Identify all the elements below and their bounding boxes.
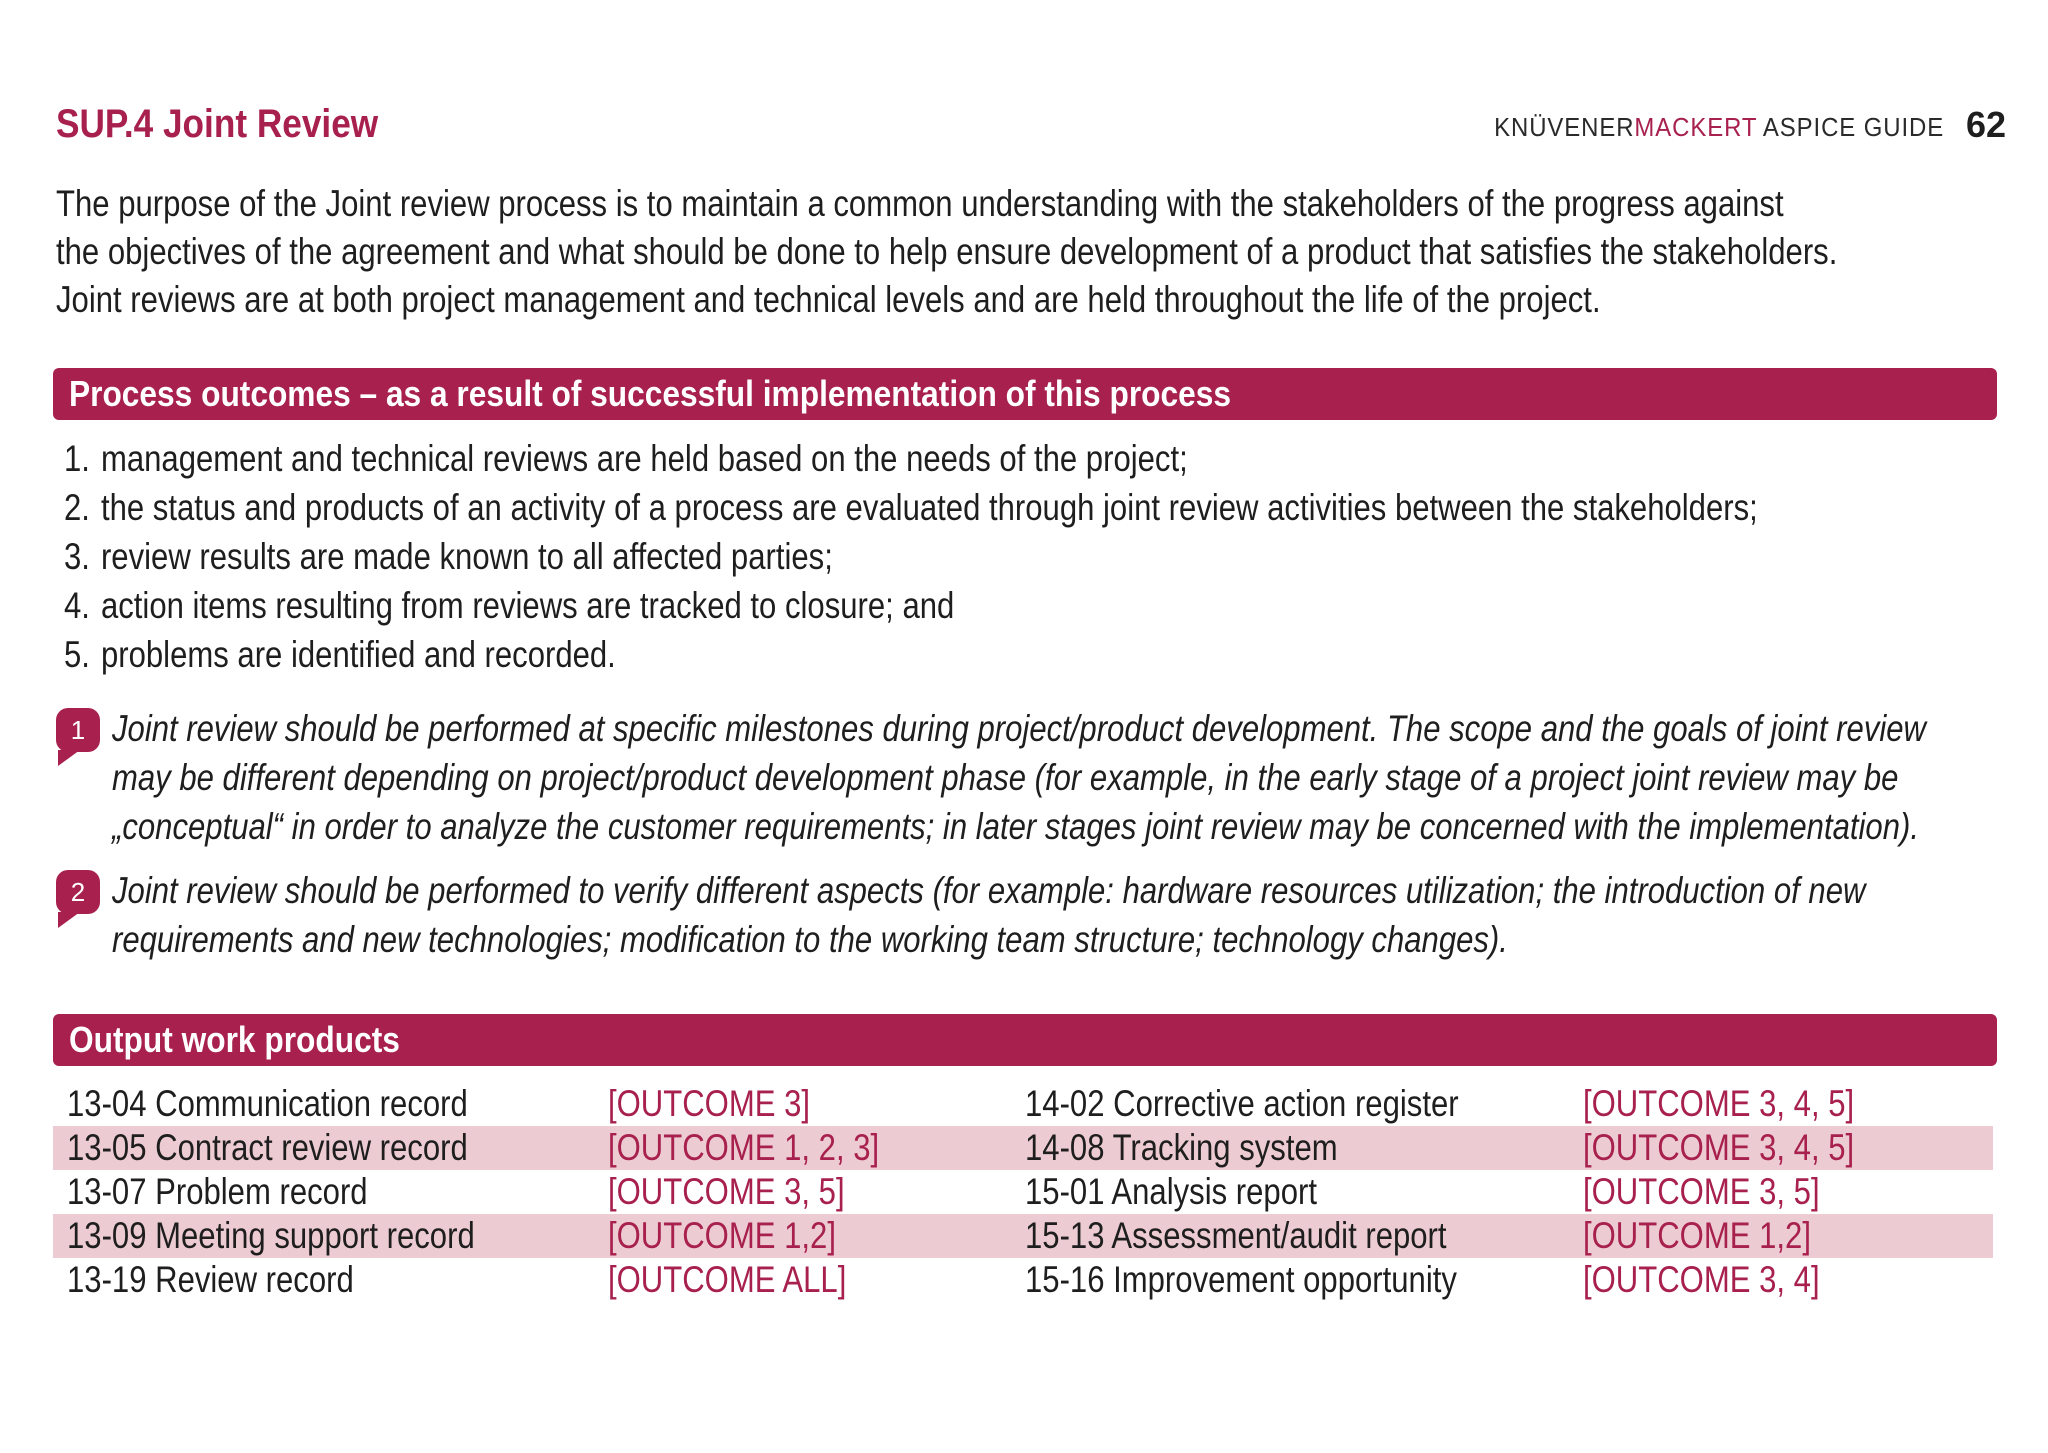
process-outcomes-heading: Process outcomes – as a result of successful implementation of this process <box>69 373 1231 414</box>
outcome-text: review results are made known to all affected parties; <box>100 536 833 577</box>
note-line: requirements and new technologies; modification to the working team structure; technology changes). <box>112 919 1508 960</box>
brand-name-part2: MACKERT <box>1634 112 1758 142</box>
note-line: may be different depending on project/product development phase (for example, in the early stage of a project joint review may be <box>112 757 1899 798</box>
work-product-outcome: [OUTCOME ALL] <box>608 1259 847 1300</box>
note-text <box>112 704 1926 851</box>
work-product-outcome: [OUTCOME 1,2] <box>608 1215 836 1256</box>
table-row <box>53 1082 1993 1126</box>
work-product-name: 13-19 Review record <box>67 1259 354 1300</box>
work-product-name: 13-04 Communication record <box>67 1083 468 1124</box>
outcome-text: management and technical reviews are held based on the needs of the project; <box>100 438 1188 479</box>
outcome-number: 4. <box>64 585 90 626</box>
note-text <box>112 866 1865 964</box>
table-row <box>53 1258 1993 1302</box>
work-product-outcome: [OUTCOME 3, 4, 5] <box>1583 1083 1855 1124</box>
outcome-number: 3. <box>64 536 90 577</box>
work-product-outcome: [OUTCOME 3, 5] <box>1583 1171 1820 1212</box>
work-product-outcome: [OUTCOME 3, 4] <box>1583 1259 1820 1300</box>
work-product-outcome: [OUTCOME 3, 4, 5] <box>1583 1127 1855 1168</box>
page-number: 62 <box>1965 104 2006 145</box>
speech-bubble-icon: 1 <box>56 708 100 752</box>
outcome-number: 2. <box>64 487 90 528</box>
purpose-paragraph <box>56 180 1988 324</box>
work-product-outcome: [OUTCOME 1,2] <box>1583 1215 1811 1256</box>
brand-logo <box>1494 112 1944 143</box>
brand-name-part1: KNÜVENER <box>1494 112 1635 142</box>
outcome-item <box>64 532 1758 581</box>
work-product-name: 14-08 Tracking system <box>1025 1127 1338 1168</box>
work-product-outcome: [OUTCOME 3, 5] <box>608 1171 845 1212</box>
outcome-item <box>64 581 1758 630</box>
page-title: SUP.4 Joint Review <box>56 102 379 146</box>
work-product-name: 13-05 Contract review record <box>67 1127 468 1168</box>
outcome-text: the status and products of an activity of a process are evaluated through joint review activities between the stakeholders; <box>100 487 1758 528</box>
output-work-products-heading: Output work products <box>69 1019 400 1060</box>
note-line: „conceptual“ in order to analyze the customer requirements; in later stages joint review may be concerned with the implementation). <box>112 806 1919 847</box>
work-product-name: 15-01 Analysis report <box>1025 1171 1317 1212</box>
process-outcomes-header <box>53 368 1997 420</box>
work-product-name: 14-02 Corrective action register <box>1025 1083 1459 1124</box>
work-product-name: 15-13 Assessment/audit report <box>1025 1215 1447 1256</box>
note-line: Joint review should be performed to verify different aspects (for example: hardware resources utilization; the introduction of new <box>112 870 1866 911</box>
outcome-text: action items resulting from reviews are tracked to closure; and <box>100 585 955 626</box>
outcome-item <box>64 434 1758 483</box>
work-product-outcome: [OUTCOME 3] <box>608 1083 811 1124</box>
work-product-outcome: [OUTCOME 1, 2, 3] <box>608 1127 880 1168</box>
outcome-number: 1. <box>64 438 90 479</box>
outcome-item <box>64 630 1758 679</box>
work-products-table <box>53 1082 1993 1302</box>
purpose-line: The purpose of the Joint review process is to maintain a common understanding with the stakeholders of the progress against <box>56 183 1784 224</box>
outcome-item <box>64 483 1758 532</box>
work-product-name: 13-09 Meeting support record <box>67 1215 475 1256</box>
outcome-number: 5. <box>64 634 90 675</box>
table-row <box>53 1170 1993 1214</box>
output-work-products-header <box>53 1014 1997 1066</box>
speech-bubble-icon: 2 <box>56 870 100 914</box>
work-product-name: 13-07 Problem record <box>67 1171 368 1212</box>
brand-guide-label: ASPICE GUIDE <box>1762 112 1944 142</box>
purpose-line: the objectives of the agreement and what should be done to help ensure development of a product that satisfies the stakeholders. <box>56 231 1838 272</box>
purpose-line: Joint reviews are at both project management and technical levels and are held throughout the life of the project. <box>56 279 1601 320</box>
outcomes-list <box>64 434 2048 679</box>
note-line: Joint review should be performed at specific milestones during project/product development. The scope and the goals of joint review <box>112 708 1926 749</box>
table-row <box>53 1126 1993 1170</box>
table-row <box>53 1214 1993 1258</box>
outcome-text: problems are identified and recorded. <box>100 634 616 675</box>
work-product-name: 15-16 Improvement opportunity <box>1025 1259 1457 1300</box>
